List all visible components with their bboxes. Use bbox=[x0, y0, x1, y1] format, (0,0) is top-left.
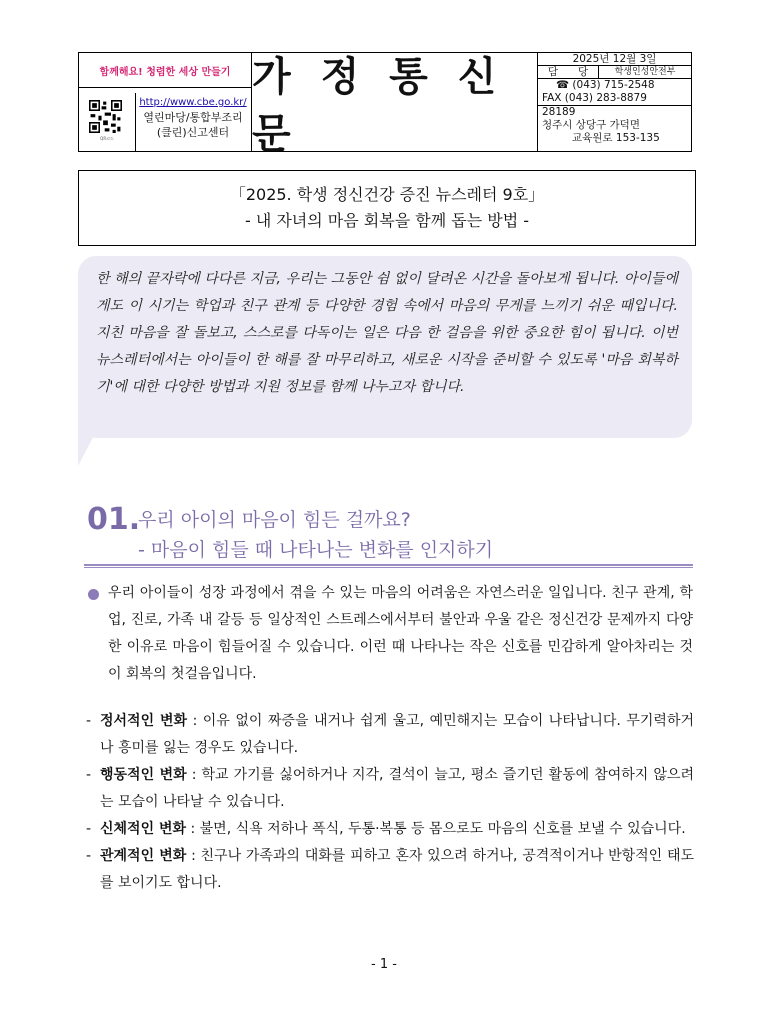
newsletter-title: 「2025. 학생 정신건강 증진 뉴스레터 9호」 bbox=[229, 185, 545, 204]
intro-text: 한 해의 끝자락에 다다른 지금, 우리는 그동안 쉼 없이 달려온 시간을 돌아보게 됩니다. 아이들에게도 이 시기는 학업과 친구 관계 등 다양한 경험 속에서 마음의 무게를 느끼기 쉬운 때입니다. 지친 마음을 잘 돌보고, 스스로를 다독이는 일은 다음 한 걸음을 위한 중요한 힘이 됩니다. 이번 뉴스레터에서는 아이들이 한 해를 잘 마무리하고, 새로운 시작을 준비할 수 있도록 '마음 회복하기'에 대한 다양한 방법과 지원 정보를 함께 나누고자 합니다. bbox=[96, 271, 678, 395]
integrity-slogan: 함께해요! 청렴한 세상 만들기 bbox=[79, 53, 251, 88]
item-text: : 친구나 가족과의 대화를 피하고 혼자 있으려 하거나, 공격적이거나 반항적인 태도를 보이기도 합니다. bbox=[100, 848, 694, 891]
letter-header bbox=[78, 52, 692, 157]
item-text: : 이유 없이 짜증을 내거나 쉽게 울고, 예민해지는 모습이 나타납니다. 무기력하거나 흥미를 잃는 경우도 있습니다. bbox=[100, 713, 694, 756]
list-item bbox=[86, 843, 694, 897]
manager-value: 학생인성안전부 bbox=[614, 66, 676, 77]
list-dash: - bbox=[86, 713, 92, 729]
item-title: 신체적인 변화 bbox=[100, 821, 187, 837]
fax: FAX (043) 283-8879 bbox=[538, 92, 691, 106]
header-left-panel bbox=[79, 53, 252, 151]
qr-code-icon bbox=[89, 100, 122, 133]
header-contact-panel bbox=[538, 53, 691, 151]
section-title bbox=[138, 505, 493, 565]
section-divider bbox=[84, 564, 693, 568]
list-item bbox=[86, 816, 694, 843]
section-title-line1: 우리 아이의 마음이 힘든 걸까요? bbox=[138, 509, 411, 531]
section-paragraph: 우리 아이들이 성장 과정에서 겪을 수 있는 마음의 어려움은 자연스러운 일입니다. 친구 관계, 학업, 진로, 가족 내 갈등 등 일상적인 스트레스에서부터 불안과 우울 같은 정신건강 문제까지 다양한 이유로 마음이 힘들어질 수 있습니다. 이런 때 나타나는 작은 신호를 민감하게 알아차리는 것이 회복의 첫걸음입니다. bbox=[108, 585, 693, 682]
manager-row bbox=[538, 66, 691, 79]
bullet-dot-icon bbox=[88, 589, 99, 600]
postal-code: 28189 bbox=[542, 106, 576, 118]
list-item bbox=[86, 762, 694, 816]
list-dash: - bbox=[86, 821, 92, 837]
phone: ☎ (043) 715-2548 bbox=[556, 79, 655, 91]
header-info bbox=[135, 93, 250, 151]
section-title-line2: - 마음이 힘들 때 나타나는 변화를 인지하기 bbox=[138, 539, 494, 561]
qr-caption: QR코드 bbox=[100, 136, 114, 141]
website-link[interactable]: http://www.cbe.go.kr/ bbox=[139, 97, 247, 108]
section-number: 01. bbox=[87, 502, 141, 537]
report-center-label: 열린마당/통합부조리 (클린)신고센터 bbox=[143, 111, 243, 139]
item-title: 행동적인 변화 bbox=[100, 767, 187, 783]
letter-title: 가 정 통 신 문 bbox=[252, 53, 538, 151]
list-dash: - bbox=[86, 848, 92, 864]
page-number: - 1 - bbox=[371, 957, 397, 972]
item-text: : 불면, 식욕 저하나 폭식, 두통·복통 등 몸으로도 마음의 신호를 보낼 수 있습니다. bbox=[186, 821, 686, 837]
list-dash: - bbox=[86, 767, 92, 783]
manager-key: 담 당 bbox=[538, 66, 599, 78]
address-line2: 교육원로 153-135 bbox=[572, 132, 660, 144]
item-title: 정서적인 변화 bbox=[100, 713, 188, 729]
item-title: 관계적인 변화 bbox=[100, 848, 187, 864]
newsletter-title-box bbox=[78, 170, 696, 246]
address-line1: 청주시 상당구 가덕면 bbox=[542, 119, 640, 131]
intro-box-tail bbox=[78, 420, 102, 466]
item-text: : 학교 가기를 싫어하거나 지각, 결석이 늘고, 평소 즐기던 활동에 참여하지 않으려는 모습이 나타날 수 있습니다. bbox=[100, 767, 694, 810]
list-item bbox=[86, 708, 694, 762]
change-list bbox=[86, 708, 694, 897]
issue-date: 2025년 12월 3일 bbox=[538, 53, 691, 66]
newsletter-subtitle: - 내 자녀의 마음 회복을 함께 돕는 방법 - bbox=[244, 211, 530, 230]
